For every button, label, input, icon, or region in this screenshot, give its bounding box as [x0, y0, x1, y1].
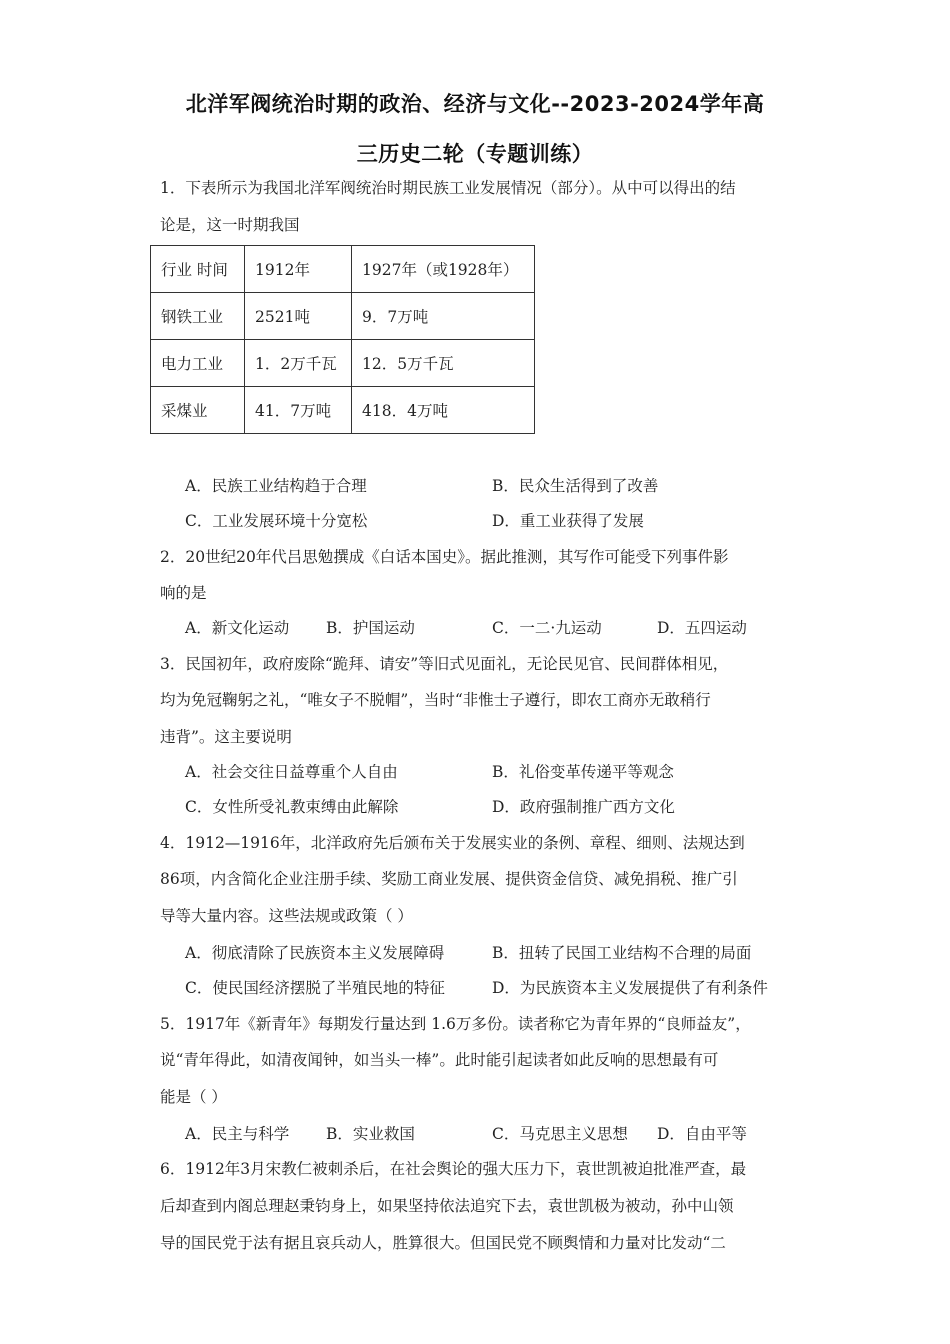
- industry-data-table: [150, 245, 535, 434]
- table-header-cell: 1912年: [245, 246, 352, 293]
- question-1-option-d[interactable]: D．重工业获得了发展: [492, 512, 644, 530]
- question-1-stem-line-1: 1．下表所示为我国北洋军阀统治时期民族工业发展情况（部分）。从中可以得出的结: [160, 179, 736, 197]
- question-3-option-a[interactable]: A．社会交往日益尊重个人自由: [185, 763, 398, 781]
- question-1-option-b[interactable]: B．民众生活得到了改善: [492, 477, 659, 495]
- question-2-option-c[interactable]: C．一二·九运动: [492, 619, 602, 637]
- question-6-stem-line-3: 导的国民党于法有据且哀兵动人，胜算很大。但国民党不顾舆情和力量对比发动“二: [160, 1234, 726, 1252]
- question-4-stem-line-2: 86项，内含简化企业注册手续、奖励工商业发展、提供资金信贷、减免捐税、推广引: [160, 870, 738, 888]
- table-cell: 2521吨: [245, 293, 352, 340]
- table-cell: 1．2万千瓦: [245, 340, 352, 387]
- question-4-stem-line-3: 导等大量内容。这些法规或政策（ ）: [160, 907, 413, 925]
- table-row: [151, 293, 535, 340]
- table-cell: 电力工业: [151, 340, 245, 387]
- question-2-stem-line-2: 响的是: [160, 584, 207, 602]
- table-cell: 钢铁工业: [151, 293, 245, 340]
- question-3-stem-line-1: 3．民国初年，政府废除“跪拜、请安”等旧式见面礼，无论民见官、民间群体相见，: [160, 655, 729, 673]
- question-4-stem-line-1: 4．1912—1916年，北洋政府先后颁布关于发展实业的条例、章程、细则、法规达到: [160, 834, 745, 852]
- question-2-option-b[interactable]: B．护国运动: [326, 619, 415, 637]
- question-2-option-a[interactable]: A．新文化运动: [185, 619, 290, 637]
- table-cell: 41．7万吨: [245, 387, 352, 434]
- question-4-option-a[interactable]: A．彻底清除了民族资本主义发展障碍: [185, 944, 445, 962]
- document-title-line-2: 三历史二轮（专题训练）: [356, 142, 594, 166]
- question-4-option-d[interactable]: D．为民族资本主义发展提供了有利条件: [492, 979, 768, 997]
- question-5-stem-line-2: 说“青年得此，如清夜闻钟，如当头一棒”。此时能引起读者如此反响的思想最有可: [160, 1051, 719, 1069]
- question-5-option-a[interactable]: A．民主与科学: [185, 1125, 290, 1143]
- question-5-stem-line-3: 能是（ ）: [160, 1088, 227, 1106]
- question-5-option-c[interactable]: C．马克思主义思想: [492, 1125, 628, 1143]
- question-6-stem-line-2: 后却查到内阁总理赵秉钧身上，如果坚持依法追究下去，袁世凯极为被动，孙中山领: [160, 1197, 734, 1215]
- table-header-cell: 1927年（或1928年）: [352, 246, 535, 293]
- table-cell: 9．7万吨: [352, 293, 535, 340]
- question-2-option-d[interactable]: D．五四运动: [657, 619, 747, 637]
- question-3-stem-line-3: 违背”。这主要说明: [160, 728, 292, 746]
- document-title-line-1: 北洋军阀统治时期的政治、经济与文化--2023-2024学年高: [185, 92, 765, 116]
- table-cell: 418．4万吨: [352, 387, 535, 434]
- question-4-option-b[interactable]: B．扭转了民国工业结构不合理的局面: [492, 944, 752, 962]
- question-1-option-a[interactable]: A．民族工业结构趋于合理: [185, 477, 367, 495]
- question-3-option-d[interactable]: D．政府强制推广西方文化: [492, 798, 675, 816]
- table-cell: 12．5万千瓦: [352, 340, 535, 387]
- table-cell: 采煤业: [151, 387, 245, 434]
- table-header-row: [151, 246, 535, 293]
- table-header-cell: 行业 时间: [151, 246, 245, 293]
- table-row: [151, 340, 535, 387]
- question-6-stem-line-1: 6．1912年3月宋教仁被刺杀后，在社会舆论的强大压力下，袁世凯被迫批准严查，最: [160, 1160, 747, 1178]
- question-3-option-c[interactable]: C．女性所受礼教束缚由此解除: [185, 798, 399, 816]
- question-1-stem-line-2: 论是，这一时期我国: [160, 216, 300, 234]
- question-2-stem-line-1: 2．20世纪20年代吕思勉撰成《白话本国史》。据此推测，其写作可能受下列事件影: [160, 548, 729, 566]
- question-5-option-d[interactable]: D．自由平等: [657, 1125, 747, 1143]
- table-row: [151, 387, 535, 434]
- question-3-stem-line-2: 均为免冠鞠躬之礼，“唯女子不脱帽”，当时“非惟士子遵行，即农工商亦无敢稍行: [160, 691, 711, 709]
- question-1-option-c[interactable]: C．工业发展环境十分宽松: [185, 512, 368, 530]
- question-5-stem-line-1: 5．1917年《新青年》每期发行量达到 1.6万多份。读者称它为青年界的“良师益友”，: [160, 1015, 751, 1033]
- question-5-option-b[interactable]: B．实业救国: [326, 1125, 415, 1143]
- question-3-option-b[interactable]: B．礼俗变革传递平等观念: [492, 763, 674, 781]
- question-4-option-c[interactable]: C．使民国经济摆脱了半殖民地的特征: [185, 979, 445, 997]
